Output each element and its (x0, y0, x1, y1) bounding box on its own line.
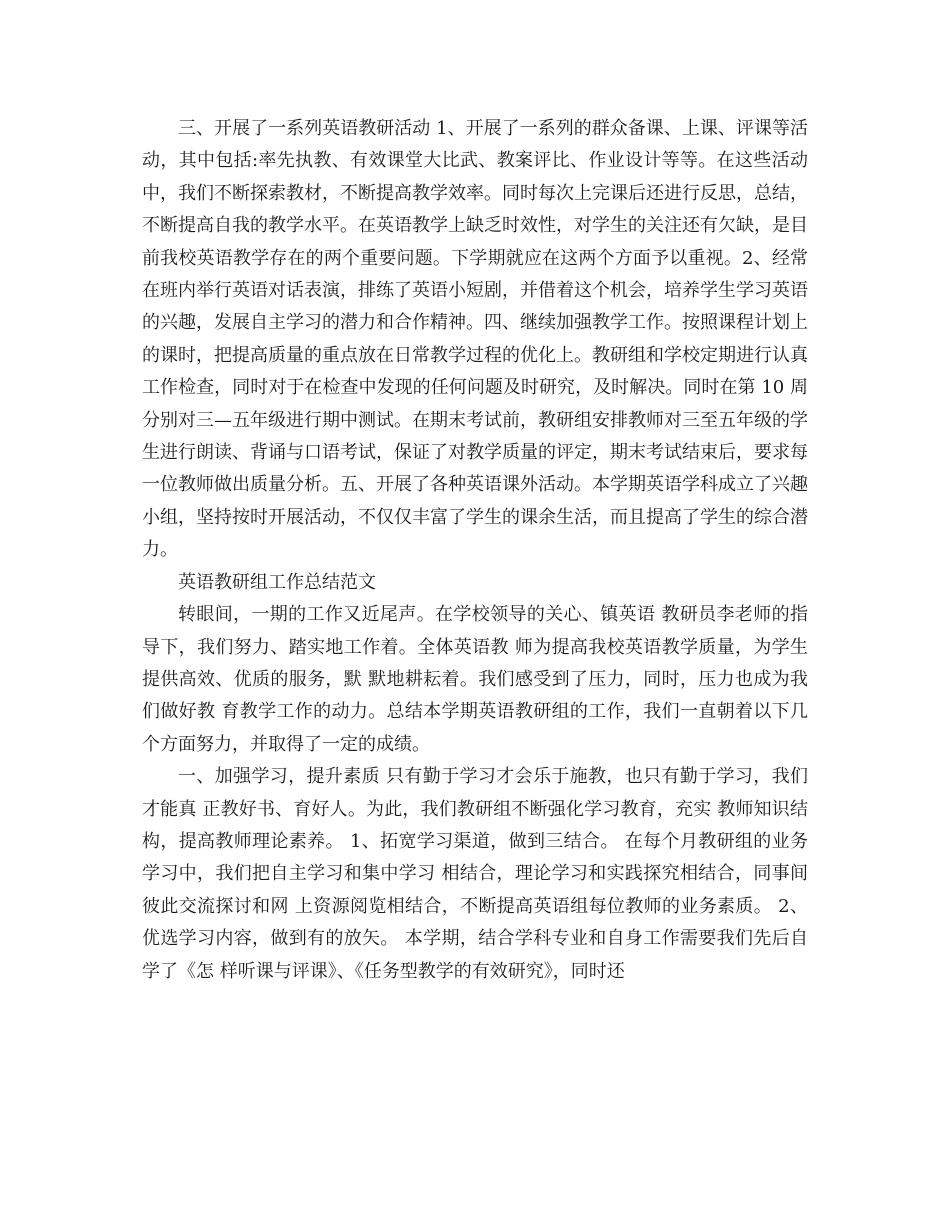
paragraph-study: 一、加强学习，提升素质 只有勤于学习才会乐于施教，也只有勤于学习，我们才能真 正教好书、育好人。为此，我们教研组不断强化学习教育，充实 教师知识结构，提高教师理论素养。 1、拓宽学习渠道，做到三结合。 在每个月教研组的业务学习中，我们把自主学习和集中学习 相结合，理论学习和实践探究相结合，同事间彼此交流探讨和网 上资源阅览相结合，不断提高英语组每位教师的业务素质。 2、优选学习内容，做到有的放矢。 本学期，结合学科专业和自身工作需要我们先后自学了《怎 样听课与评课》、《任务型教学的有效研究》，同时还 (142, 766, 808, 982)
paragraph-intro: 转眼间，一期的工作又近尾声。在学校领导的关心、镇英语 教研员李老师的指导下，我们努力、踏实地工作着。全体英语教 师为提高我校英语教学质量，为学生提供高效、优质的服务，默 默地耕耘着。我们感受到了压力，同时，压力也成为我们做好教 育教学工作的动力。总结本学期英语教研组的工作，我们一直朝着以下几个方面努力，并取得了一定的成绩。 (142, 604, 808, 755)
paragraph-activities: 三、开展了一系列英语教研活动 1、开展了一系列的群众备课、上课、评课等活动，其中包括:率先执教、有效课堂大比武、教案评比、作业设计等等。在这些活动中，我们不断探索教材，不断提高教学效率。同时每次上完课后还进行反思，总结，不断提高自我的教学水平。在英语教学上缺乏时效性，对学生的关注还有欠缺，是目前我校英语教学存在的两个重要问题。下学期就应在这两个方面予以重视。2、经常在班内举行英语对话表演，排练了英语小短剧，并借着这个机会，培养学生学习英语的兴趣，发展自主学习的潜力和合作精神。四、继续加强教学工作。按照课程计划上的课时，把提高质量的重点放在日常教学过程的优化上。教研组和学校定期进行认真工作检查，同时对于在检查中发现的任何问题及时研究，及时解决。同时在第 10 周分别对三—五年级进行期中测试。在期末考试前，教研组安排教师对三至五年级的学生进行朗读、背诵与口语考试，保证了对教学质量的评定，期末考试结束后，要求每一位教师做出质量分析。五、开展了各种英语课外活动。本学期英语学科成立了兴趣小组，坚持按时开展活动，不仅仅丰富了学生的课余生活，而且提高了学生的综合潜力。 (142, 118, 808, 561)
section-title: 英语教研组工作总结范文 (178, 571, 376, 593)
document-page (142, 113, 808, 988)
